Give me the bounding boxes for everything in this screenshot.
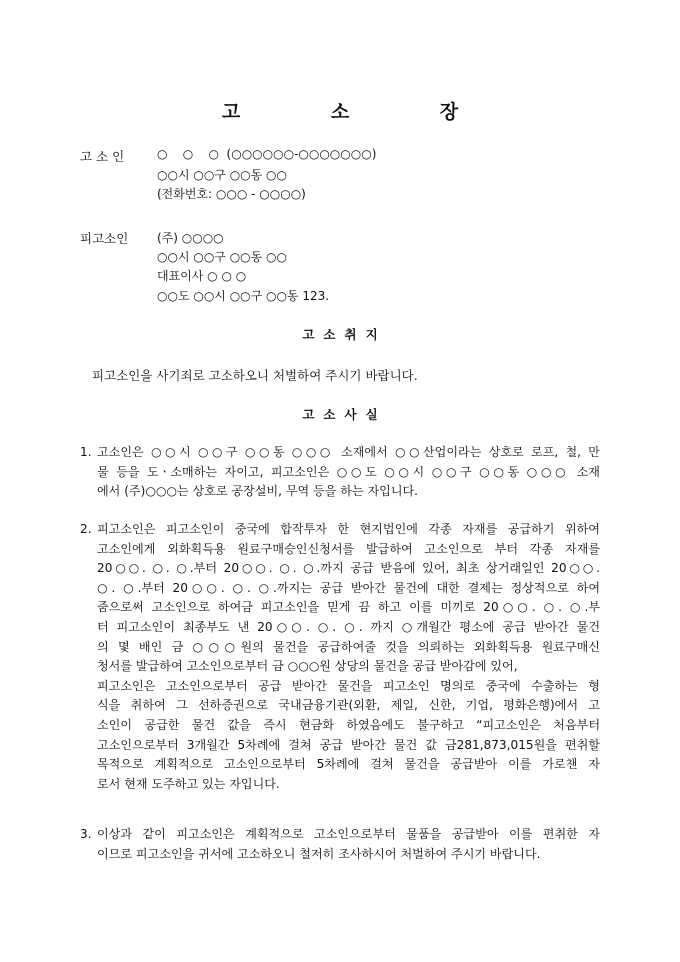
defendant-label: 피고소인 xyxy=(80,231,129,246)
fact-line: 고소인으로부터 3개월간 5차례에 걸쳐 공급 받아간 물건 값 금281,873,015원을 편취할 xyxy=(97,737,600,752)
fact-line: 에서 (주)○○○는 상호로 공장설비, 무역 등을 하는 자입니다. xyxy=(97,484,419,499)
defendant-rep-address: ○○도 ○○시 ○○구 ○○동 123. xyxy=(157,289,330,303)
complainant-label: 고 소 인 xyxy=(80,149,125,164)
fact-line: 로서 현재 도주하고 있는 자입니다. xyxy=(97,776,280,791)
fact-line: 줌으로써 고소인으로 하여금 피고소인을 믿게 끔 하고 이를 미끼로 20○○. ○. ○.부 xyxy=(97,600,600,615)
fact-line: 이상과 같이 피고소인은 계획적으로 고소인으로부터 물품을 공급받아 이를 편취한 자 xyxy=(97,827,600,841)
fact-line: 소인이 공급한 물건 값을 즉시 현금화 하였음에도 불구하고 “피고소인은 처음부터 xyxy=(97,717,600,732)
fact-paragraph-2 xyxy=(80,520,600,794)
fact-paragraph-3 xyxy=(80,825,600,864)
fact-line: 피고소인은 피고소인이 중국에 합작투자 한 현지법인에 각종 자재를 공급하기 위하여 xyxy=(97,522,600,536)
fact-line: 고소인은 ○○시 ○○구 ○○동 ○○○ 소재에서 ○○산업이라는 상호로 로프, 철, 만 xyxy=(97,445,600,459)
defendant-address: ○○시 ○○구 ○○동 ○○ xyxy=(157,250,287,264)
fact-line: 피고소인은 고소인으로부터 공급 받아간 물건을 피고소인 명의로 중국에 수출하는 형 xyxy=(97,678,600,693)
fact-line: 의 몇 배인 금 ○○○원의 물건을 공급하여줄 것을 의뢰하는 외화획득용 원료구매신 xyxy=(97,639,600,654)
fact-line: 물 등을 도ㆍ소매하는 자이고, 피고소인은 ○○도 ○○시 ○○구 ○○동 ○○○ 소재 xyxy=(97,464,600,479)
defendant-company: (주) ○○○○ xyxy=(157,231,224,245)
purpose-heading: 고소취지 xyxy=(302,327,387,342)
fact-line: 식을 취하여 그 선하증권으로 국내금융기관(외환, 제일, 신한, 기업, 평화은행)에서 고 xyxy=(97,698,600,713)
fact-paragraph-1 xyxy=(80,443,600,502)
complainant-address: ○○시 ○○구 ○○동 ○○ xyxy=(157,168,287,182)
fact-number: 1. xyxy=(80,445,92,459)
fact-line: 이므로 피고소인을 귀서에 고소하오니 철저히 조사하시어 처벌하여 주시기 바랍니다. xyxy=(97,846,541,861)
fact-number: 2. xyxy=(80,522,92,536)
purpose-text: 피고소인을 사기죄로 고소하오니 처벌하여 주시기 바랍니다. xyxy=(92,368,418,383)
fact-line: 20○○. ○. ○.부터 20○○. ○. ○.까지 공급 받음에 있어, 최초 상거래일인 20○○. xyxy=(97,561,600,576)
facts-heading: 고소사실 xyxy=(302,407,387,422)
defendant-representative: 대표이사 ○ ○ ○ xyxy=(157,269,247,283)
fact-line: 청서를 발급하여 고소인으로부터 금 ○○○원 상당의 물건을 공급 받아감에 있어, xyxy=(97,659,518,674)
complainant-name: ○ ○ ○ (○○○○○○-○○○○○○○) xyxy=(157,147,377,161)
fact-line: 고소인에게 외화획득용 원료구매승인신청서를 발급하여 고소인으로 부터 각종 자재를 xyxy=(97,541,600,556)
fact-line: ○. ○.부터 20○○. ○. ○.까지는 공급 받아간 물건에 대한 결제는 정상적으로 하여 xyxy=(97,580,600,595)
document-title: 고 소 장 xyxy=(221,101,501,123)
complainant-phone: (전화번호: ○○○ - ○○○○) xyxy=(157,187,306,201)
fact-line: 터 피고소인이 최종부도 낸 20○○. ○. ○. 까지 ○개월간 평소에 공급 받아간 물건 xyxy=(97,619,600,634)
fact-line: 목적으로 계획적으로 고소인으로부터 5차례에 걸쳐 물건을 공급받아 이를 가로챈 자 xyxy=(97,757,600,772)
fact-number: 3. xyxy=(80,827,92,841)
